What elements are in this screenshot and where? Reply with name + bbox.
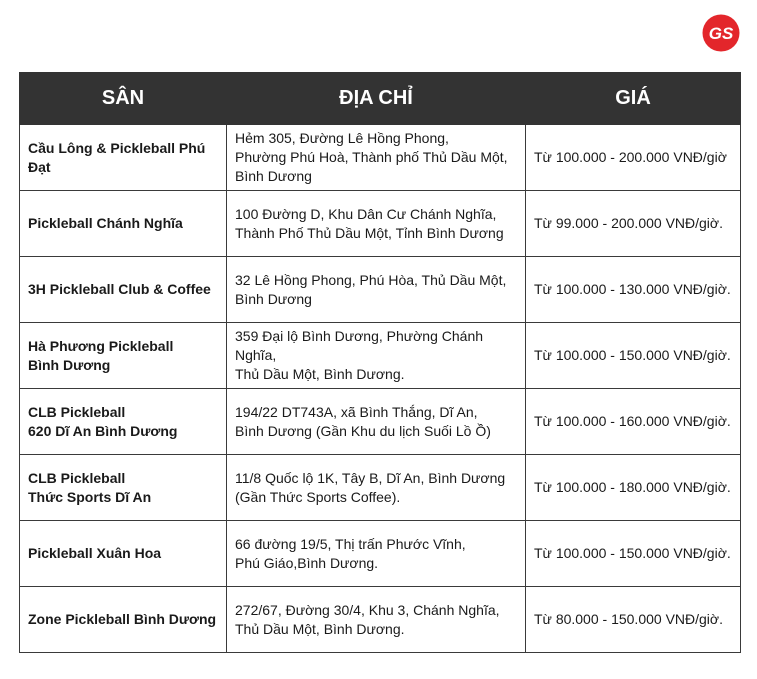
table-row bbox=[20, 455, 741, 521]
cell-price: Từ 100.000 - 150.000 VNĐ/giờ. bbox=[526, 521, 741, 587]
address-line: 272/67, Đường 30/4, Khu 3, Chánh Nghĩa, bbox=[235, 601, 500, 618]
cell-address bbox=[227, 191, 526, 257]
table-body bbox=[20, 125, 741, 653]
address-line: 32 Lê Hồng Phong, Phú Hòa, Thủ Dầu Một, bbox=[235, 271, 507, 288]
name-line: Hà Phương Pickleball bbox=[28, 337, 174, 354]
cell-name bbox=[20, 587, 227, 653]
court-price-table bbox=[19, 72, 741, 653]
address-line: Phường Phú Hoà, Thành phố Thủ Dầu Một, bbox=[235, 149, 508, 165]
name-line: CLB Pickleball bbox=[28, 469, 126, 486]
address-line: 100 Đường D, Khu Dân Cư Chánh Nghĩa, bbox=[235, 205, 497, 222]
table-row bbox=[20, 125, 741, 191]
cell-price: Từ 100.000 - 180.000 VNĐ/giờ. bbox=[526, 455, 741, 521]
cell-price: Từ 80.000 - 150.000 VNĐ/giờ. bbox=[526, 587, 741, 653]
cell-address bbox=[227, 389, 526, 455]
address-line: Phú Giáo,Bình Dương. bbox=[235, 554, 379, 571]
logo-text: GS bbox=[708, 24, 734, 43]
cell-name bbox=[20, 389, 227, 455]
cell-name bbox=[20, 125, 227, 191]
address-line: Thủ Dầu Một, Bình Dương. bbox=[235, 620, 405, 637]
address-line: Bình Dương bbox=[235, 290, 312, 307]
address-line: 194/22 DT743A, xã Bình Thắng, Dĩ An, bbox=[235, 403, 478, 420]
name-line: Cầu Lông & Pickleball Phú Đạt bbox=[28, 139, 206, 175]
table-row bbox=[20, 191, 741, 257]
header-address: ĐỊA CHỈ bbox=[227, 73, 526, 125]
table-row bbox=[20, 323, 741, 389]
cell-price: Từ 100.000 - 160.000 VNĐ/giờ. bbox=[526, 389, 741, 455]
cell-price: Từ 100.000 - 130.000 VNĐ/giờ. bbox=[526, 257, 741, 323]
name-line: Thức Sports Dĩ An bbox=[28, 488, 152, 505]
address-line: 11/8 Quốc lộ 1K, Tây B, Dĩ An, Bình Dương bbox=[235, 469, 506, 486]
cell-name bbox=[20, 191, 227, 257]
gs-logo-icon bbox=[702, 14, 740, 52]
table-row bbox=[20, 389, 741, 455]
cell-address bbox=[227, 587, 526, 653]
table-row bbox=[20, 257, 741, 323]
cell-name bbox=[20, 323, 227, 389]
table-row bbox=[20, 587, 741, 653]
address-line: 359 Đại lộ Bình Dương, Phường Chánh Nghĩa, bbox=[235, 328, 484, 363]
header-price: GIÁ bbox=[526, 73, 741, 125]
cell-price: Từ 100.000 - 150.000 VNĐ/giờ. bbox=[526, 323, 741, 389]
name-line: 620 Dĩ An Bình Dương bbox=[28, 422, 178, 439]
name-line: Pickleball Xuân Hoa bbox=[28, 545, 162, 561]
cell-price: Từ 99.000 - 200.000 VNĐ/giờ. bbox=[526, 191, 741, 257]
address-line: Thủ Dầu Một, Bình Dương. bbox=[235, 366, 405, 382]
cell-name bbox=[20, 455, 227, 521]
name-line: Pickleball Chánh Nghĩa bbox=[28, 215, 183, 231]
address-line: Thành Phố Thủ Dầu Một, Tỉnh Bình Dương bbox=[235, 224, 504, 241]
address-line: 66 đường 19/5, Thị trấn Phước Vĩnh, bbox=[235, 535, 466, 552]
name-line: CLB Pickleball bbox=[28, 403, 126, 420]
cell-address bbox=[227, 323, 526, 389]
cell-address bbox=[227, 257, 526, 323]
address-line: Hẻm 305, Đường Lê Hồng Phong, bbox=[235, 130, 449, 146]
address-line: Bình Dương bbox=[235, 168, 312, 184]
cell-address bbox=[227, 125, 526, 191]
cell-price: Từ 100.000 - 200.000 VNĐ/giờ bbox=[526, 125, 741, 191]
table-header-row bbox=[20, 73, 741, 125]
header-court: SÂN bbox=[20, 73, 227, 125]
name-line: Bình Dương bbox=[28, 356, 111, 373]
cell-name bbox=[20, 521, 227, 587]
address-line: Bình Dương (Gần Khu du lịch Suối Lồ Ồ) bbox=[235, 422, 491, 439]
table-row bbox=[20, 521, 741, 587]
cell-address bbox=[227, 521, 526, 587]
cell-address bbox=[227, 455, 526, 521]
name-line: Zone Pickleball Bình Dương bbox=[28, 611, 217, 627]
cell-name bbox=[20, 257, 227, 323]
address-line: (Gần Thức Sports Coffee). bbox=[235, 488, 401, 505]
name-line: 3H Pickleball Club & Coffee bbox=[28, 281, 211, 297]
